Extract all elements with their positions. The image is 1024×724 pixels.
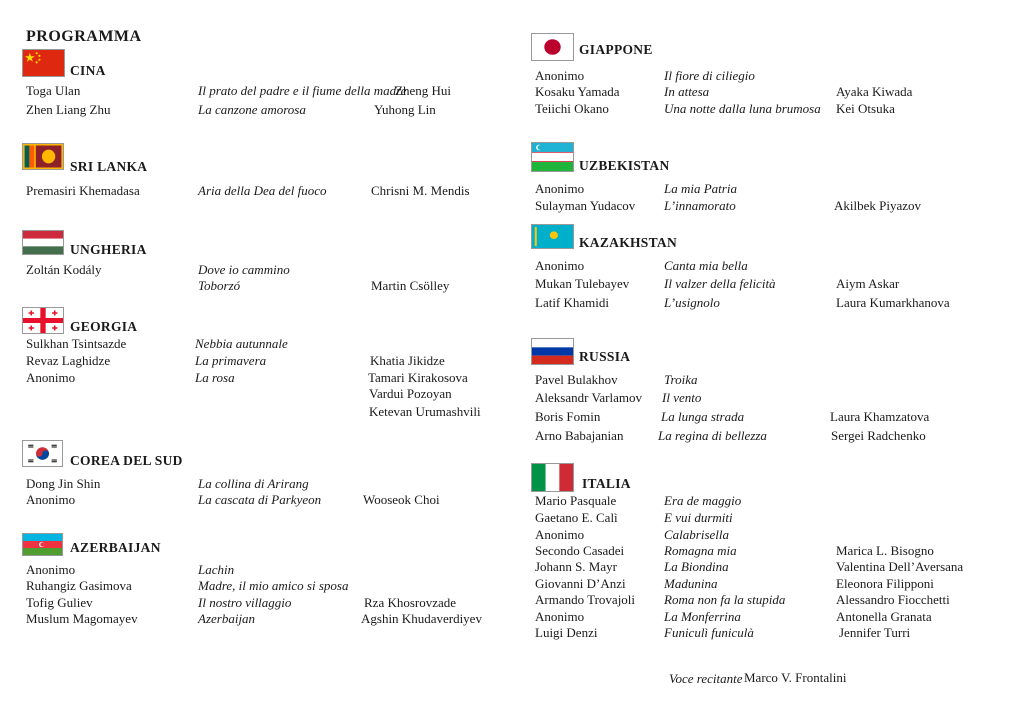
- performer-name: Laura Khamzatova: [830, 409, 930, 424]
- composer-name: Sulayman Yudacov: [535, 198, 636, 213]
- composer-name: Sulkhan Tsintsazde: [26, 336, 127, 351]
- piece-title: Calabrisella: [664, 527, 730, 542]
- piece-title: La mia Patria: [664, 181, 737, 196]
- performer-name: Akilbek Piyazov: [834, 198, 922, 213]
- piece-title: La regina di bellezza: [658, 428, 767, 443]
- composer-name: Premasiri Khemadasa: [26, 183, 140, 198]
- composer-name: Latif Khamidi: [535, 295, 610, 310]
- piece-title: La collina di Arirang: [198, 476, 309, 491]
- performer-name: Tamari Kirakosova: [368, 370, 468, 385]
- piece-title: Una notte dalla luna brumosa: [664, 101, 821, 116]
- china-flag-icon: [22, 49, 65, 77]
- composer-name: Anonimo: [535, 609, 585, 624]
- italy-flag-icon: [531, 463, 574, 492]
- piece-title: E vui durmiti: [664, 510, 733, 525]
- piece-title: Madunina: [664, 576, 718, 591]
- composer-name: Anonimo: [535, 68, 585, 83]
- composer-name: Anonimo: [26, 492, 76, 507]
- piece-title: Nebbia autunnale: [195, 336, 288, 351]
- performer-name: Valentina Dell’Aversana: [836, 559, 964, 574]
- country-heading-italia: ITALIA: [582, 476, 631, 491]
- piece-title: In attesa: [664, 84, 710, 99]
- piece-title: Il valzer della felicità: [664, 276, 776, 291]
- piece-title: Il fiore di ciliegio: [664, 68, 755, 83]
- uzbekistan-flag-icon: [531, 142, 574, 172]
- composer-name: Kosaku Yamada: [535, 84, 620, 99]
- composer-name: Mukan Tulebayev: [535, 276, 630, 291]
- piece-title: Aria della Dea del fuoco: [198, 183, 327, 198]
- piece-title: Toborzó: [198, 278, 241, 293]
- performer-name: Rza Khosrovzade: [364, 595, 457, 610]
- composer-name: Toga Ulan: [26, 83, 81, 98]
- piece-title: Roma non fa la stupida: [664, 592, 786, 607]
- piece-title: Romagna mia: [664, 543, 737, 558]
- piece-title: Il vento: [662, 390, 702, 405]
- composer-name: Teiichi Okano: [535, 101, 609, 116]
- country-heading-corea: COREA DEL SUD: [70, 453, 183, 468]
- piece-title: Il nostro villaggio: [198, 595, 292, 610]
- piece-title: Era de maggio: [664, 493, 742, 508]
- piece-title: Canta mia bella: [664, 258, 748, 273]
- piece-title: L’usignolo: [664, 295, 720, 310]
- composer-name: Zoltán Kodály: [26, 262, 102, 277]
- performer-name: Aiym Askar: [836, 276, 900, 291]
- composer-name: Anonimo: [535, 258, 585, 273]
- performer-name: Laura Kumarkhanova: [836, 295, 950, 310]
- page-title: PROGRAMMA: [26, 28, 142, 45]
- performer-name: Eleonora Filipponi: [836, 576, 934, 591]
- composer-name: Anonimo: [26, 370, 76, 385]
- composer-name: Luigi Denzi: [535, 625, 598, 640]
- performer-name: Marica L. Bisogno: [836, 543, 934, 558]
- composer-name: Dong Jin Shin: [26, 476, 101, 491]
- composer-name: Johann S. Mayr: [535, 559, 617, 574]
- country-heading-giappone: GIAPPONE: [579, 42, 653, 57]
- country-heading-kazakhstan: KAZAKHSTAN: [579, 235, 678, 250]
- piece-title: Il prato del padre e il fiume della madre: [198, 83, 407, 98]
- piece-title: Dove io cammino: [198, 262, 290, 277]
- composer-name: Anonimo: [26, 562, 76, 577]
- piece-title: La Biondina: [664, 559, 729, 574]
- performer-name: Chrisni M. Mendis: [371, 183, 470, 198]
- georgia-flag-icon: [22, 307, 64, 334]
- country-heading-uzbekistan: UZBEKISTAN: [579, 158, 670, 173]
- piece-title: La cascata di Parkyeon: [198, 492, 322, 507]
- country-heading-cina: CINA: [70, 63, 106, 78]
- piece-title: La rosa: [195, 370, 235, 385]
- composer-name: Gaetano E. Calì: [535, 510, 618, 525]
- sri-lanka-flag-icon: [22, 143, 64, 170]
- composer-name: Pavel Bulakhov: [535, 372, 618, 387]
- country-heading-ungheria: UNGHERIA: [70, 242, 147, 257]
- narrator-label: Voce recitante: [669, 671, 743, 686]
- performer-name: Ayaka Kiwada: [836, 84, 913, 99]
- piece-title: La Monferrina: [664, 609, 741, 624]
- composer-name: Secondo Casadei: [535, 543, 625, 558]
- piece-title: Azerbaijan: [198, 611, 256, 626]
- composer-name: Zhen Liang Zhu: [26, 102, 111, 117]
- country-heading-russia: RUSSIA: [579, 349, 631, 364]
- country-heading-azerbaijan: AZERBAIJAN: [70, 540, 161, 555]
- russia-flag-icon: [531, 338, 574, 365]
- performer-name: Ketevan Urumashvili: [369, 404, 481, 419]
- performer-name: Jennifer Turri: [839, 625, 911, 640]
- piece-title: La lunga strada: [661, 409, 745, 424]
- south-korea-flag-icon: [22, 440, 63, 467]
- piece-title: L’innamorato: [664, 198, 736, 213]
- performer-name: Alessandro Fiocchetti: [836, 592, 950, 607]
- piece-title: La primavera: [195, 353, 267, 368]
- performer-name: Khatia Jikidze: [370, 353, 445, 368]
- composer-name: Arno Babajanian: [535, 428, 624, 443]
- composer-name: Boris Fomin: [535, 409, 601, 424]
- performer-name: Kei Otsuka: [836, 101, 895, 116]
- composer-name: Muslum Magomayev: [26, 611, 138, 626]
- composer-name: Ruhangiz Gasimova: [26, 578, 132, 593]
- country-heading-sri-lanka: SRI LANKA: [70, 159, 148, 174]
- composer-name: Anonimo: [535, 527, 585, 542]
- performer-name: Wooseok Choi: [363, 492, 440, 507]
- performer-name: Yuhong Lin: [374, 102, 436, 117]
- piece-title: Lachin: [198, 562, 235, 577]
- composer-name: Tofig Guliev: [26, 595, 93, 610]
- performer-name: Antonella Granata: [836, 609, 932, 624]
- japan-flag-icon: [531, 33, 574, 61]
- composer-name: Mario Pasquale: [535, 493, 617, 508]
- performer-name: Zheng Hui: [395, 83, 451, 98]
- piece-title: Troika: [664, 372, 698, 387]
- performer-name: Sergei Radchenko: [831, 428, 926, 443]
- performer-name: Martin Csölley: [371, 278, 450, 293]
- azerbaijan-flag-icon: [22, 533, 63, 556]
- piece-title: La canzone amorosa: [198, 102, 306, 117]
- composer-name: Giovanni D’Anzi: [535, 576, 626, 591]
- performer-name: Agshin Khudaverdiyev: [361, 611, 482, 626]
- composer-name: Anonimo: [535, 181, 585, 196]
- composer-name: Armando Trovajoli: [535, 592, 636, 607]
- country-heading-georgia: GEORGIA: [70, 319, 138, 334]
- piece-title: Madre, il mio amico si sposa: [198, 578, 349, 593]
- narrator-name: Marco V. Frontalini: [744, 670, 847, 685]
- composer-name: Revaz Laghidze: [26, 353, 111, 368]
- performer-name: Vardui Pozoyan: [369, 386, 452, 401]
- piece-title: Funiculì funiculà: [664, 625, 754, 640]
- kazakhstan-flag-icon: [531, 224, 574, 249]
- composer-name: Aleksandr Varlamov: [535, 390, 642, 405]
- hungary-flag-icon: [22, 230, 64, 255]
